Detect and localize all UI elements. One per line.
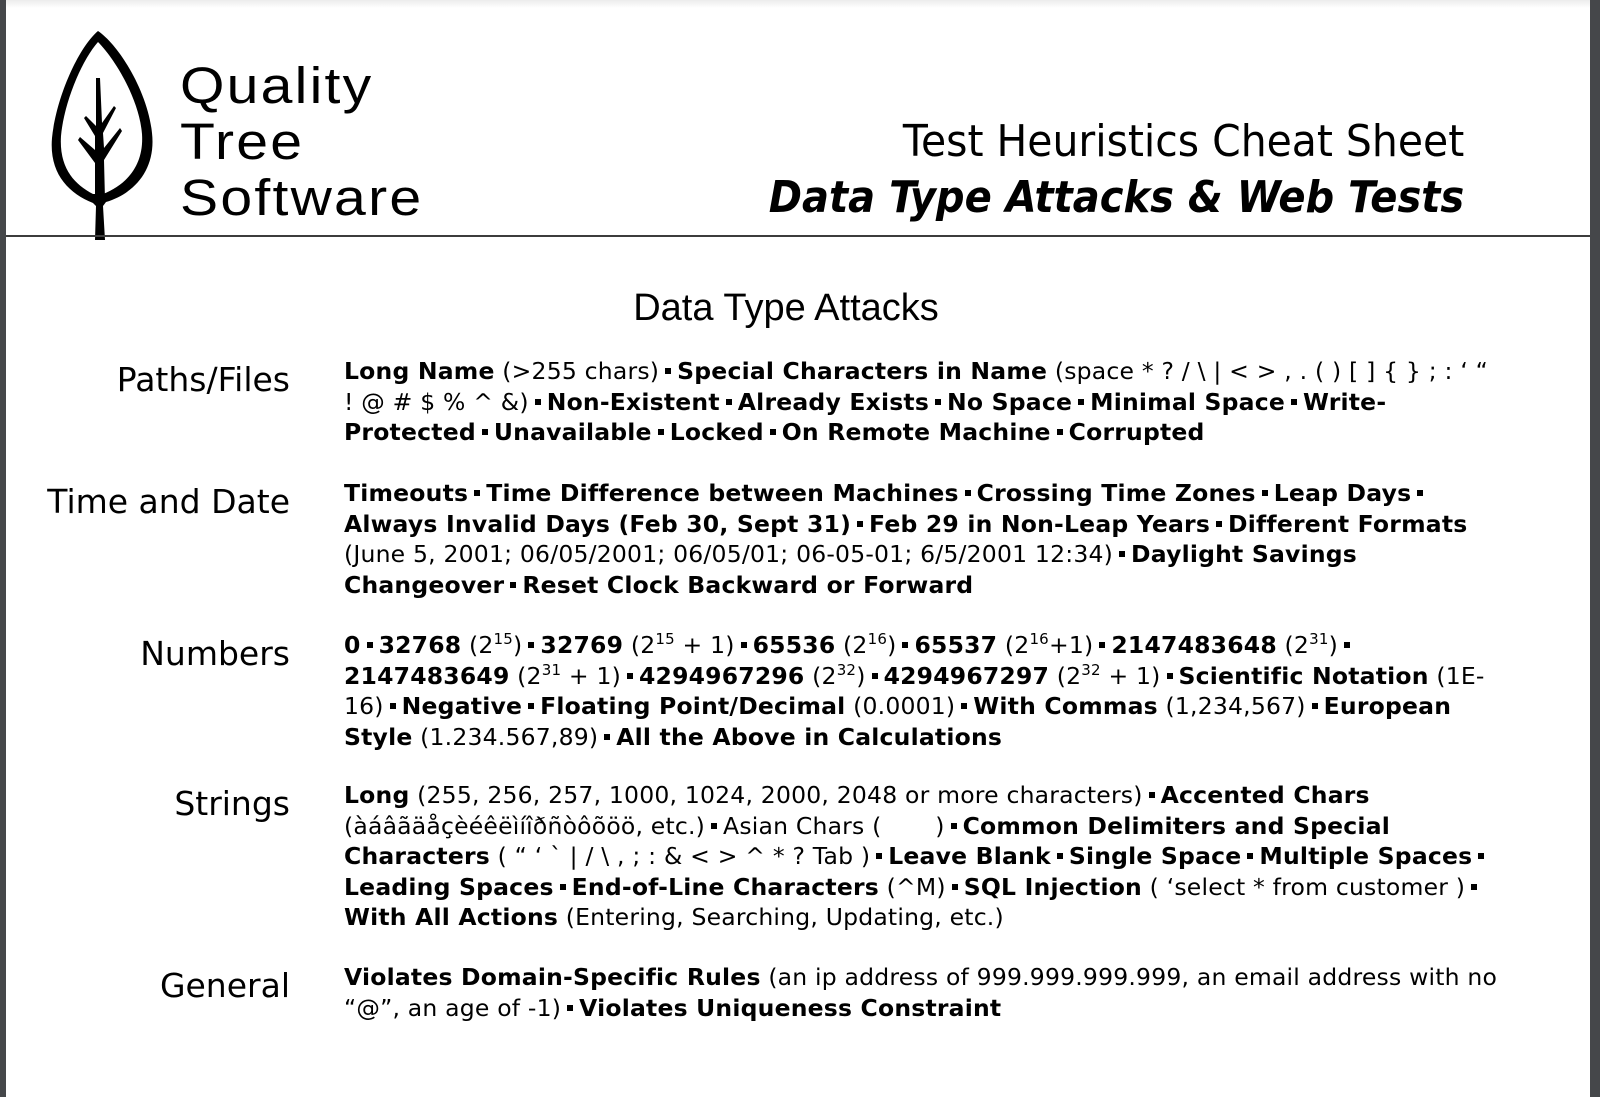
- item: Unavailable: [493, 418, 652, 446]
- bullet-icon: [857, 521, 863, 527]
- bullet-icon: [1262, 490, 1268, 496]
- bullet-icon: [770, 429, 776, 435]
- category-label: Paths/Files: [116, 360, 290, 399]
- item-detail: (>255 chars): [502, 357, 660, 385]
- category-items: [344, 962, 1504, 1023]
- item-detail: (àáâãäåçèéêëìíîðñòôõöö, etc.): [344, 811, 706, 840]
- bullet-icon: [390, 703, 396, 709]
- item-detail: (^M): [886, 872, 946, 901]
- category-label: Numbers: [140, 634, 290, 673]
- item: Daylight Savings Changeover: [344, 540, 1357, 599]
- item-detail: (1,234,567): [1165, 692, 1306, 720]
- item-detail: (an ip address of 999.999.999.999, an email address with no “@”, an age of -1): [344, 963, 1498, 1022]
- item: Negative: [401, 692, 523, 720]
- category-items: [344, 780, 1504, 933]
- tree-leaf-icon: [48, 28, 163, 243]
- item: Leading Spaces: [344, 872, 554, 901]
- bullet-icon: [510, 582, 516, 588]
- item: Timeouts: [344, 479, 469, 507]
- item-detail: (space * ? / \ | < > , . ( ) [ ] { } ; : ‘ “ ! @ # $ % ^ &): [344, 357, 1489, 416]
- bullet-icon: [604, 734, 610, 740]
- document-title: Test Heuristics Cheat Sheet: [902, 116, 1464, 167]
- bullet-icon: [528, 642, 534, 648]
- brand-line: Quality: [180, 57, 374, 114]
- exponent: 31: [1309, 630, 1329, 648]
- item: End-of-Line Characters: [571, 872, 879, 901]
- bullet-icon: [567, 1005, 573, 1011]
- item: Multiple Spaces: [1259, 842, 1473, 870]
- item: 2147483649: [344, 661, 510, 690]
- bullet-icon: [535, 399, 541, 405]
- brand-line: Software: [180, 169, 424, 226]
- category-label: General: [159, 966, 290, 1005]
- item: 4294967296: [638, 661, 805, 690]
- exponent: 15: [655, 630, 675, 648]
- item-detail: (1E-16): [344, 661, 1485, 720]
- item: Long: [344, 781, 410, 809]
- item: With All Actions: [344, 903, 559, 931]
- bullet-icon: [1099, 642, 1105, 648]
- item: Time Difference between Machines: [486, 479, 959, 507]
- bullet-icon: [1216, 521, 1222, 527]
- bullet-icon: [952, 884, 958, 890]
- bullet-icon: [1417, 490, 1423, 496]
- item-detail: (June 5, 2001; 06/05/2001; 06/05/01; 06-05-01; 6/5/2001 12:34): [344, 540, 1114, 568]
- item: Single Space: [1068, 842, 1242, 870]
- bullet-icon: [1119, 551, 1125, 557]
- bullet-icon: [1478, 853, 1484, 859]
- item: On Remote Machine: [781, 418, 1051, 446]
- exponent: 16: [1029, 630, 1049, 648]
- document-title-block: [700, 114, 1464, 226]
- bullet-icon: [367, 642, 373, 648]
- category-label: Strings: [174, 784, 290, 823]
- item: Crossing Time Zones: [976, 479, 1256, 507]
- item: Feb 29 in Non-Leap Years: [869, 509, 1211, 538]
- item: 32769: [540, 631, 624, 659]
- item: Non-Existent: [546, 387, 720, 416]
- bullet-icon: [560, 884, 566, 890]
- item: Scientific Notation: [1178, 661, 1429, 690]
- brand-line: Tree: [180, 113, 305, 170]
- item: Write-Protected: [344, 387, 1387, 446]
- item: Different Formats: [1228, 509, 1468, 538]
- page-top-shade: [6, 0, 1590, 8]
- exponent: 31: [541, 660, 562, 679]
- item: Accented Chars: [1160, 781, 1370, 809]
- bullet-icon: [1312, 703, 1318, 709]
- item: Reset Clock Backward or Forward: [522, 570, 974, 599]
- bullet-icon: [1167, 673, 1173, 679]
- item: All the Above in Calculations: [616, 722, 1003, 751]
- item-detail: ( “ ‘ ` | / \ , ; : & < > ^ * ? Tab ): [497, 842, 871, 870]
- item: Always Invalid Days (Feb 30, Sept 31): [344, 509, 852, 538]
- item: Asian Chars: [723, 811, 865, 840]
- bullet-icon: [1247, 853, 1253, 859]
- item: Floating Point/Decimal: [540, 692, 846, 720]
- item: SQL Injection: [963, 872, 1142, 901]
- item: Long Name: [344, 357, 495, 385]
- document-page: [6, 0, 1590, 1097]
- item: Violates Domain-Specific Rules: [344, 963, 761, 991]
- bullet-icon: [741, 642, 747, 648]
- section-title: Data Type Attacks: [633, 287, 939, 329]
- item: 4294967297: [883, 661, 1050, 690]
- bullet-icon: [902, 642, 908, 648]
- bullet-icon: [935, 399, 941, 405]
- item: 65536: [752, 631, 836, 659]
- category-items: [344, 478, 1504, 600]
- bullet-icon: [474, 490, 480, 496]
- exponent: 32: [1081, 660, 1101, 679]
- item: No Space: [947, 387, 1073, 416]
- item: Leap Days: [1273, 479, 1412, 507]
- item-detail: ( ‘select * from customer ): [1149, 872, 1466, 901]
- bullet-icon: [1078, 399, 1084, 405]
- item-detail: (1.234.567,89): [420, 722, 599, 751]
- item-detail: (255, 256, 257, 1000, 1024, 2000, 2048 or more characters): [417, 781, 1143, 809]
- brand-name: [180, 57, 424, 226]
- bullet-icon: [528, 703, 534, 709]
- bullet-icon: [1291, 399, 1297, 405]
- item: Locked: [669, 418, 764, 446]
- item: Minimal Space: [1090, 387, 1285, 416]
- item: 0: [344, 631, 361, 659]
- bullet-icon: [961, 703, 967, 709]
- item: Common Delimiters and Special Characters: [344, 811, 1391, 870]
- bullet-icon: [1344, 642, 1350, 648]
- bullet-icon: [1149, 792, 1155, 798]
- category-items: 0 32768 $(2^{15})$ 32769 $(2^{15} + 1)$ 65536 $(2^{16})$ 65537 $(2^{16}+1)$ 2147483648 $(2^{31})2147483649$ $(2^{31} + 1)$ 4294967296 $(2^{32})$ 4294967297 $(2^{32} + 1)$ Scientific Notation (1E-16) Negative Floating Point/Decimal (0.0001) With Commas (1,234,567) European Style (1.234.567,89) All the Above in Calculations: [344, 630, 1485, 751]
- bullet-icon: [876, 853, 882, 859]
- bullet-icon: [951, 823, 957, 829]
- exponent: 15: [493, 630, 514, 648]
- item: Violates Uniqueness Constraint: [579, 993, 1002, 1022]
- bullet-icon: [726, 399, 732, 405]
- exponent: 32: [836, 660, 857, 679]
- exponent: 16: [867, 630, 888, 648]
- item-detail: (Entering, Searching, Updating, etc.): [565, 903, 1004, 931]
- item-detail: ( ): [872, 811, 945, 840]
- item: Special Characters in Name: [677, 357, 1048, 385]
- document-subtitle: Data Type Attacks & Web Tests: [768, 172, 1464, 223]
- bullet-icon: [1471, 884, 1477, 890]
- bullet-icon: [872, 673, 878, 679]
- item: 32768: [378, 631, 462, 659]
- item: European Style: [344, 692, 1452, 751]
- item: 2147483648: [1111, 631, 1277, 659]
- item: Corrupted: [1068, 418, 1205, 446]
- bullet-icon: [711, 823, 717, 829]
- item-detail: (0.0001): [853, 692, 956, 720]
- bullet-icon: [482, 429, 488, 435]
- item: 65537: [914, 631, 998, 659]
- bullet-icon: [665, 368, 671, 374]
- category-label: Time and Date: [47, 482, 290, 521]
- bullet-icon: [658, 429, 664, 435]
- bullet-icon: [965, 490, 971, 496]
- bullet-icon: [1057, 429, 1063, 435]
- header-divider: [6, 235, 1590, 237]
- bullet-icon: [627, 673, 633, 679]
- category-items: [344, 356, 1504, 448]
- item: With Commas: [973, 692, 1158, 720]
- item: Already Exists: [737, 387, 930, 416]
- item: Leave Blank: [888, 842, 1051, 870]
- bullet-icon: [1057, 853, 1063, 859]
